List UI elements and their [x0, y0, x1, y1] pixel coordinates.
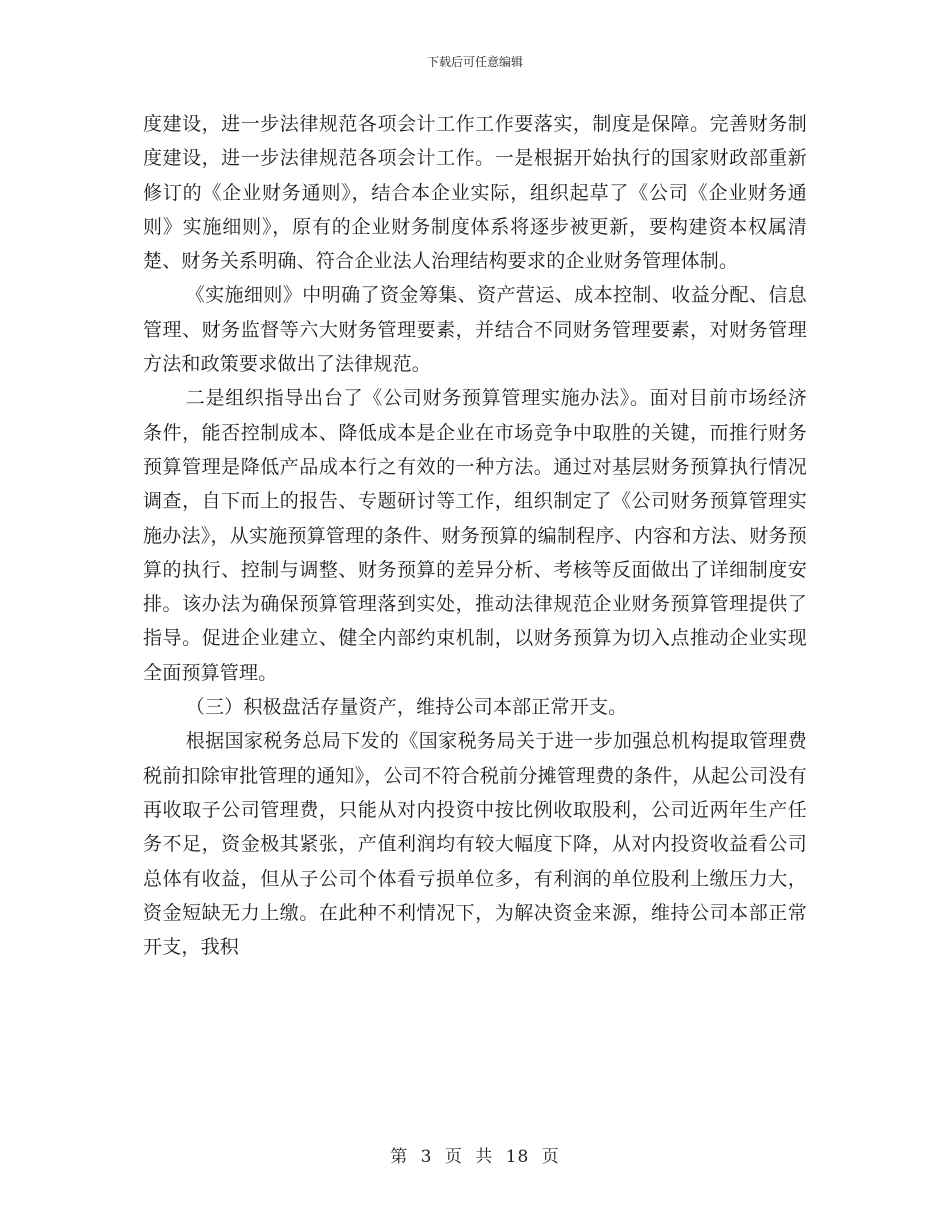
page-number: 第 3 页 共 18 页: [390, 1147, 560, 1167]
header-note: 下载后可任意编辑: [426, 55, 523, 69]
document-body: [143, 107, 807, 964]
paragraph-3: 二是组织指导出台了《公司财务预算管理实施办法》。面对目前市场经济条件，能否控制成本、降低成本是企业在市场竞争中取胜的关键，而推行财务预算管理是降低产品成本行之有效的一种方法。通过对基层财务预算执行情况调查，自下而上的报告、专题研讨等工作，组织制定了《公司财务预算管理实施办法》，从实施预算管理的条件、财务预算的编制程序、内容和方法、财务预算的执行、控制与调整、财务预算的差异分析、考核等反面做出了详细制度安排。该办法为确保预算管理落到实处，推动法律规范企业财务预算管理提供了指导。促进企业建立、健全内部约束机制，以财务预算为切入点推动企业实现全面预算管理。: [143, 387, 807, 684]
paragraph-2: 《实施细则》中明确了资金筹集、资产营运、成本控制、收益分配、信息管理、财务监督等六大财务管理要素，并结合不同财务管理要素，对财务管理方法和政策要求做出了法律规范。: [143, 284, 807, 376]
paragraph-1: 度建设，进一步法律规范各项会计工作工作要落实，制度是保障。完善财务制度建设，进一步法律规范各项会计工作。一是根据开始执行的国家财政部重新修订的《企业财务通则》，结合本企业实际，组织起草了《公司《企业财务通则》实施细则》，原有的企业财务制度体系将逐步被更新，要构建资本权属清楚、财务关系明确、符合企业法人治理结构要求的企业财务管理体制。: [143, 113, 807, 273]
section-heading: （三）积极盘活存量资产，维持公司本部正常开支。: [185, 696, 628, 719]
paragraph-4: 根据国家税务总局下发的《国家税务局关于进一步加强总机构提取管理费税前扣除审批管理的通知》，公司不符合税前分摊管理费的条件，从起公司没有再收取子公司管理费，只能从对内投资中按比例收取股利，公司近两年生产任务不足，资金极其紧张，产值利润均有较大幅度下降，从对内投资收益看公司总体有收益，但从子公司个体看亏损单位多，有利润的单位股利上缴压力大，资金短缺无力上缴。在此种不利情况下，为解决资金来源，维持公司本部正常开支，我积: [143, 730, 807, 959]
